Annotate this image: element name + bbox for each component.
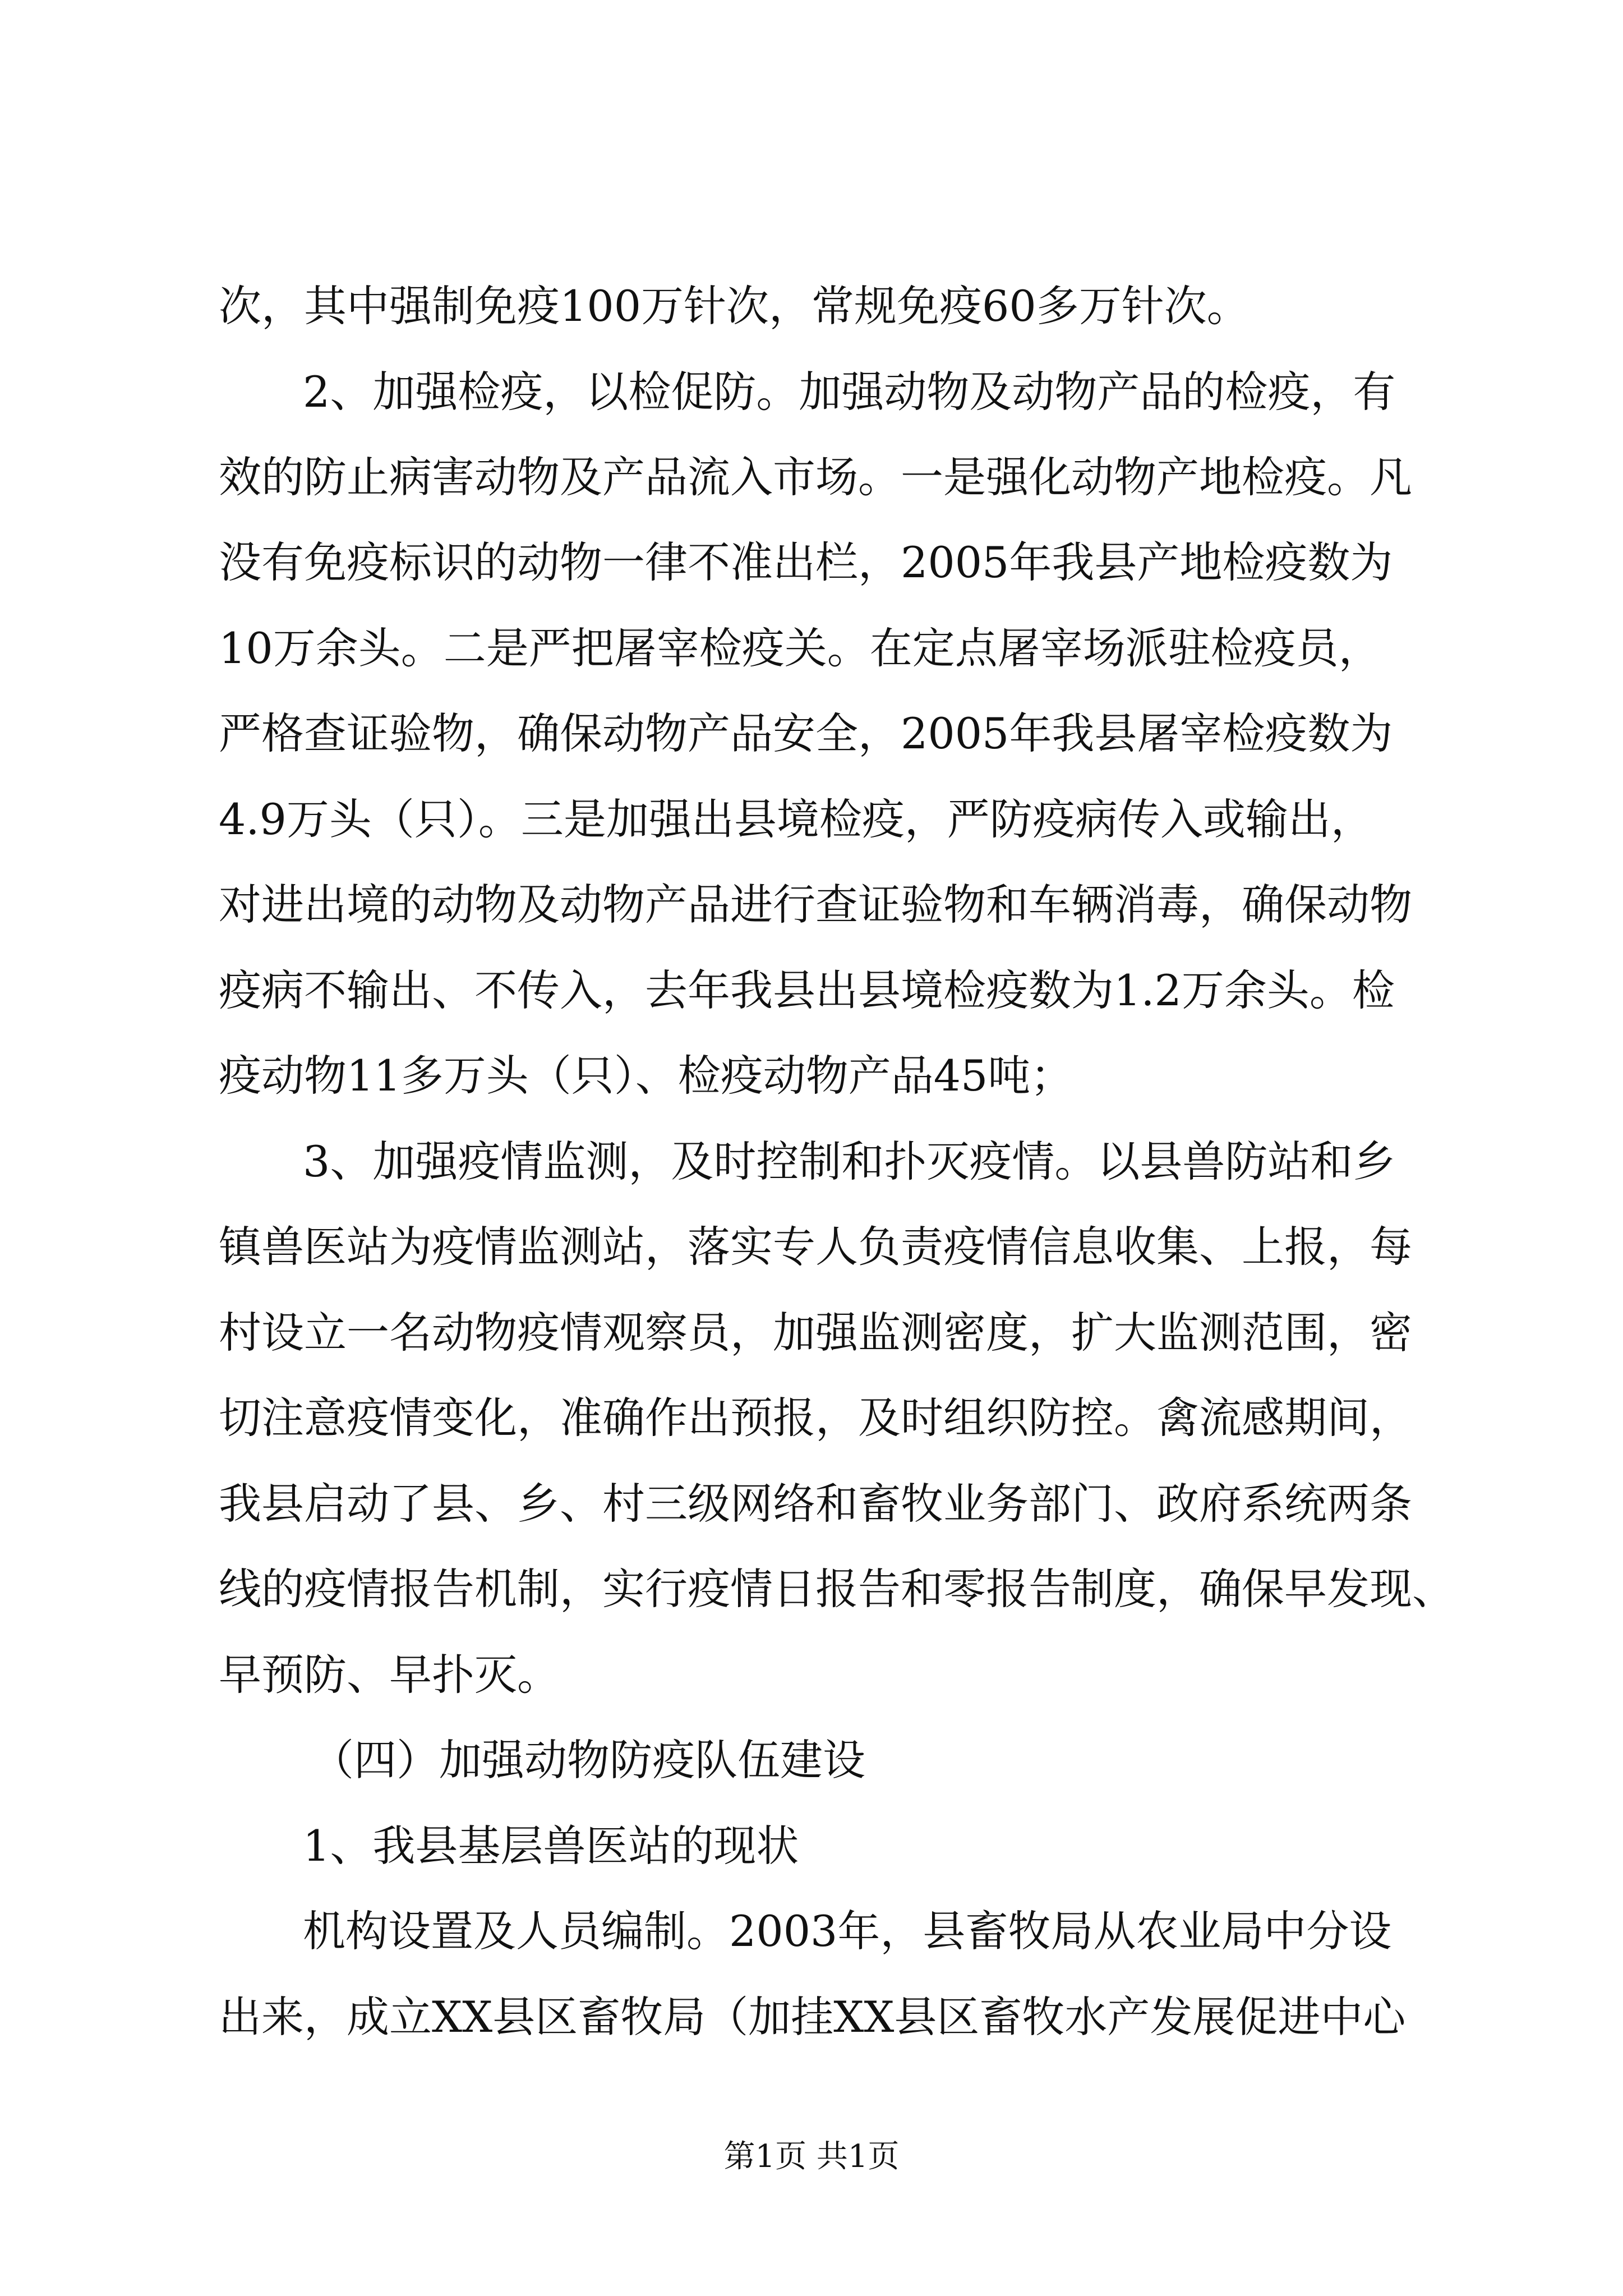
text-line: 我县启动了县、乡、村三级网络和畜牧业务部门、政府系统两条 [219,1479,1412,1529]
text-line: 疫病不输出、不传入，去年我县出县境检疫数为1.2万余头。检 [219,965,1395,1015]
text-line: 2、加强检疫，以检促防。加强动物及动物产品的检疫，有 [303,367,1396,417]
page-footer: 第1页 共1页 [723,2138,900,2175]
text-line: 线的疫情报告机制，实行疫情日报告和零报告制度，确保早发现、 [219,1564,1455,1614]
text-line: 村设立一名动物疫情观察员，加强监测密度，扩大监测范围，密 [219,1308,1412,1358]
text-line: 效的防止病害动物及产品流入市场。一是强化动物产地检疫。凡 [219,452,1412,502]
text-line: 4.9万头（只）。三是加强出县境检疫，严防疫病传入或输出， [219,794,1373,844]
text-line: 严格查证验物，确保动物产品安全，2005年我县屠宰检疫数为 [219,708,1393,758]
text-line: 机构设置及人员编制。2003年，县畜牧局从农业局中分设 [303,1906,1392,1956]
text-line: 镇兽医站为疫情监测站，落实专人负责疫情信息收集、上报，每 [219,1222,1412,1272]
subsection-heading: 1、我县基层兽医站的现状 [303,1821,799,1871]
text-line: 切注意疫情变化，准确作出预报，及时组织防控。禽流感期间， [219,1393,1412,1443]
text-line: 早预防、早扑灭。 [219,1650,560,1700]
section-heading: （四）加强动物防疫队伍建设 [311,1735,865,1785]
text-line: 疫动物11多万头（只）、检疫动物产品45吨； [219,1051,1073,1101]
text-line: 3、加强疫情监测，及时控制和扑灭疫情。以县兽防站和乡 [303,1137,1396,1186]
text-line: 10万余头。二是严把屠宰检疫关。在定点屠宰场派驻检疫员， [219,623,1381,673]
text-line: 次，其中强制免疫100万针次，常规免疫60多万针次。 [219,281,1249,331]
text-line: 没有免疫标识的动物一律不准出栏，2005年我县产地检疫数为 [219,537,1393,587]
text-line: 出来，成立XX县区畜牧局（加挂XX县区畜牧水产发展促进中心 [219,1992,1406,2042]
text-line: 对进出境的动物及动物产品进行查证验物和车辆消毒，确保动物 [219,880,1412,930]
